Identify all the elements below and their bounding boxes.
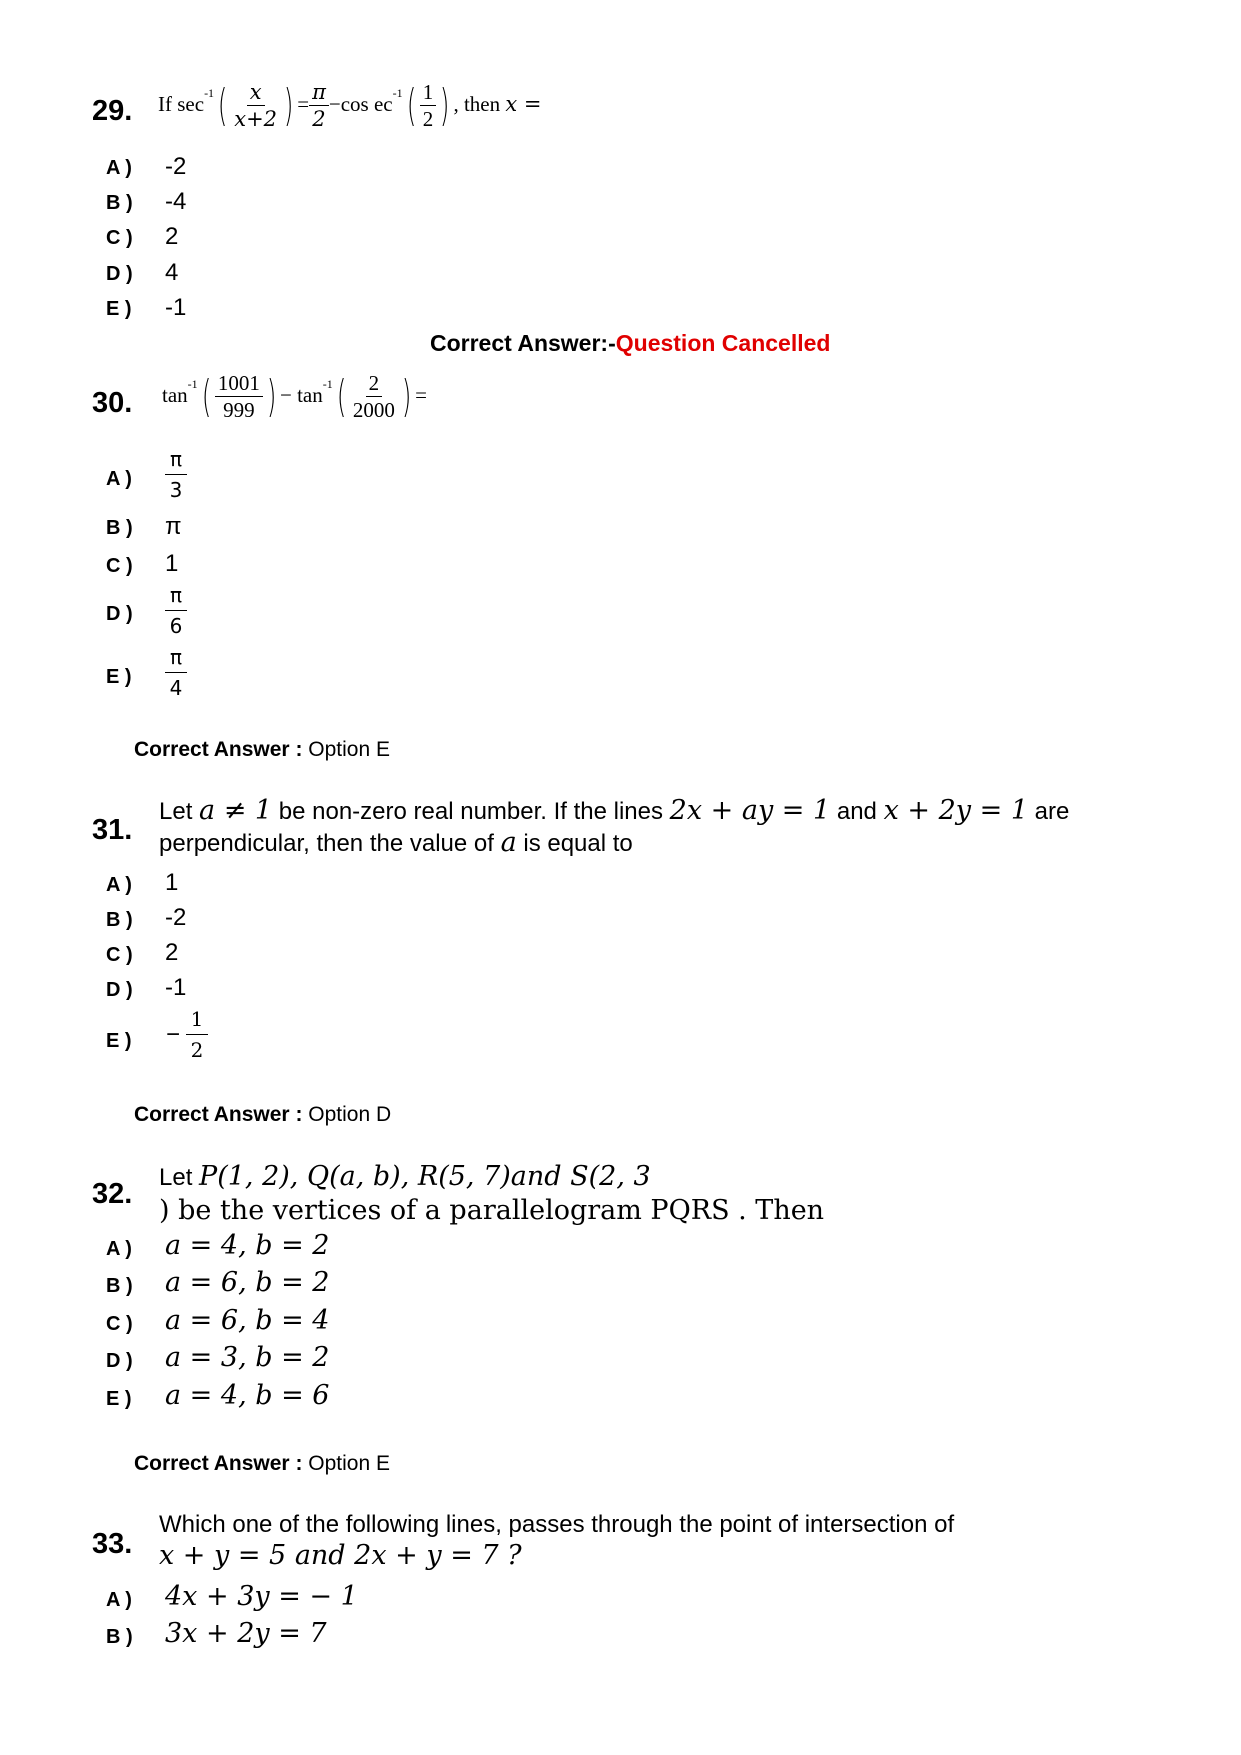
q29-eq: = bbox=[297, 91, 310, 116]
q32-m1: P(1, 2), Q(a, b), R(5, 7)and S(2, 3 bbox=[199, 1161, 651, 1192]
q30-option-a-fraction bbox=[165, 447, 187, 502]
question-30-equation: $\tan^{-1}$( $\frac{1001}{999}$ ) − $\tan^{-1}$( $\frac{2}{2000}$ ) = bbox=[162, 371, 427, 422]
q31-answer-value: Option D bbox=[302, 1103, 392, 1126]
q32-option-c-value: a = 6, b = 4 bbox=[165, 1305, 330, 1336]
q32-option-d-label: D ) bbox=[106, 1350, 133, 1372]
q30-option-c-value: 1 bbox=[165, 550, 179, 577]
q32-answer-label: Correct Answer : bbox=[134, 1452, 303, 1475]
q31-option-d-value: -1 bbox=[165, 974, 187, 1001]
question-31-number: 31. bbox=[92, 814, 133, 846]
q32-option-e-value: a = 4, b = 6 bbox=[165, 1380, 330, 1411]
question-29-number: 29. bbox=[92, 95, 133, 127]
question-29-equation: If $\sec^{-1}$( $\frac{x}{x+2}$ ) = $\frac{\pi}{2}$ −cos $ec^{-1}$( $\frac{1}{2}$ ) , then x = bbox=[158, 80, 542, 131]
q31-option-e-minus: − bbox=[166, 1021, 181, 1048]
q31-option-b-value: -2 bbox=[165, 904, 187, 931]
q31-option-e-fraction bbox=[186, 1007, 208, 1062]
q31-t3: and bbox=[830, 798, 884, 825]
question-33-number: 33. bbox=[92, 1528, 133, 1560]
q29-option-a-label: A ) bbox=[106, 157, 132, 179]
q31-t4: are bbox=[1028, 798, 1070, 825]
q30-tan1: tan bbox=[162, 382, 188, 407]
q30-option-a-num: π bbox=[169, 447, 183, 471]
q31-option-a-label: A ) bbox=[106, 874, 132, 896]
q29-sup2: -1 bbox=[392, 85, 403, 100]
q30-option-e-den: 4 bbox=[169, 676, 183, 700]
q29-option-b-value: -4 bbox=[165, 188, 187, 215]
q31-m1: a ≠ 1 bbox=[199, 795, 273, 826]
q31-option-c-label: C ) bbox=[106, 944, 133, 966]
q32-correct-answer bbox=[134, 1452, 390, 1476]
q29-x-eq: x = bbox=[505, 91, 542, 116]
q30-option-a-label: A ) bbox=[106, 468, 132, 490]
q31-correct-answer bbox=[134, 1103, 391, 1127]
q31-t1: Let bbox=[159, 798, 200, 825]
q29-option-d-label: D ) bbox=[106, 263, 133, 285]
q32-option-b-value: a = 6, b = 2 bbox=[165, 1267, 330, 1298]
q29-option-d-value: 4 bbox=[165, 259, 179, 286]
question-31-text bbox=[159, 795, 1069, 859]
q30-option-d-fraction bbox=[165, 583, 187, 638]
q29-frac2-den: 2 bbox=[312, 107, 326, 131]
q32-option-d-value: a = 3, b = 2 bbox=[165, 1342, 330, 1373]
q31-option-c-value: 2 bbox=[165, 939, 179, 966]
q32-t1: Let bbox=[159, 1164, 200, 1191]
q31-line2m: a bbox=[500, 827, 517, 858]
q32-option-c-label: C ) bbox=[106, 1313, 133, 1335]
q29-frac3-num: 1 bbox=[420, 82, 437, 106]
question-33-text bbox=[159, 1509, 954, 1571]
q29-option-c-label: C ) bbox=[106, 227, 133, 249]
q31-option-b-label: B ) bbox=[106, 909, 133, 931]
question-32-number: 32. bbox=[92, 1178, 133, 1210]
q30-option-c-label: C ) bbox=[106, 555, 133, 577]
q29-minus-cosec: −cos ec bbox=[328, 91, 393, 116]
q30-correct-answer bbox=[134, 738, 390, 762]
q30-frac2 bbox=[350, 373, 398, 421]
q29-option-e-value: -1 bbox=[165, 294, 187, 321]
q29-if-sec: If sec bbox=[158, 91, 205, 116]
q31-t2: be non-zero real number. If the lines bbox=[272, 798, 670, 825]
q32-option-a-label: A ) bbox=[106, 1238, 132, 1260]
q33-option-b-value: 3x + 2y = 7 bbox=[165, 1618, 327, 1649]
q30-eq: = bbox=[415, 382, 427, 407]
question-32-text bbox=[159, 1160, 824, 1227]
q30-sup2: -1 bbox=[322, 376, 333, 391]
q31-option-d-label: D ) bbox=[106, 979, 133, 1001]
q31-line2a: perpendicular, then the value of bbox=[159, 830, 501, 857]
q30-option-e-num: π bbox=[169, 645, 183, 669]
q30-frac1-den: 999 bbox=[223, 398, 255, 422]
q29-frac1-den: x+2 bbox=[234, 107, 278, 131]
q30-option-d-num: π bbox=[169, 583, 183, 607]
q31-option-e-num: 1 bbox=[190, 1007, 204, 1031]
q29-correct-answer bbox=[430, 330, 830, 357]
q29-frac2-num: π bbox=[309, 82, 329, 106]
q29-frac1-num: x bbox=[247, 82, 265, 106]
q31-m2: 2x + ay = 1 bbox=[669, 795, 831, 826]
q30-frac1-num: 1001 bbox=[215, 373, 263, 397]
q30-option-a-den: 3 bbox=[169, 478, 183, 502]
q30-option-e-fraction bbox=[165, 645, 187, 700]
q30-frac1 bbox=[215, 373, 263, 421]
q31-answer-label: Correct Answer : bbox=[134, 1103, 303, 1126]
q29-option-e-label: E ) bbox=[106, 298, 132, 320]
q33-option-b-label: B ) bbox=[106, 1626, 133, 1648]
q30-option-b-label: B ) bbox=[106, 517, 133, 539]
q29-option-c-value: 2 bbox=[165, 223, 179, 250]
q29-option-a-value: -2 bbox=[165, 153, 187, 180]
q29-frac3 bbox=[420, 82, 437, 130]
q30-answer-label: Correct Answer : bbox=[134, 738, 303, 761]
q30-option-e-label: E ) bbox=[106, 666, 132, 688]
q33-option-a-label: A ) bbox=[106, 1589, 132, 1611]
q30-option-d-label: D ) bbox=[106, 603, 133, 625]
q33-line1: Which one of the following lines, passes through the point of intersection of bbox=[159, 1511, 955, 1538]
q29-frac2 bbox=[309, 82, 329, 130]
q29-answer-label: Correct Answer:- bbox=[430, 330, 616, 356]
q29-sup1: -1 bbox=[204, 85, 215, 100]
q30-option-b-value: π bbox=[165, 513, 182, 540]
q30-answer-value: Option E bbox=[302, 738, 390, 761]
q33-option-a-value: 4x + 3y = − 1 bbox=[165, 1581, 358, 1612]
q31-option-e-label: E ) bbox=[106, 1030, 132, 1052]
q29-option-b-label: B ) bbox=[106, 192, 133, 214]
q30-sup1: -1 bbox=[187, 376, 198, 391]
q31-m3: x + 2y = 1 bbox=[883, 795, 1028, 826]
q32-option-b-label: B ) bbox=[106, 1275, 133, 1297]
q29-frac3-den: 2 bbox=[422, 107, 434, 131]
q31-option-a-value: 1 bbox=[165, 869, 179, 896]
q32-answer-value: Option E bbox=[302, 1452, 390, 1475]
q30-frac2-num: 2 bbox=[366, 373, 383, 397]
question-30-number: 30. bbox=[92, 387, 133, 419]
q31-option-e-den: 2 bbox=[190, 1038, 204, 1062]
q29-answer-cancelled: Question Cancelled bbox=[615, 330, 831, 356]
q29-then: , then bbox=[453, 91, 501, 116]
q30-minus-tan: − tan bbox=[280, 382, 323, 407]
q33-line2: x + y = 5 and 2x + y = 7 ? bbox=[159, 1540, 522, 1571]
q29-frac1 bbox=[231, 82, 280, 130]
q32-line2: ) be the vertices of a parallelogram PQRS . Then bbox=[159, 1195, 825, 1226]
q30-option-d-den: 6 bbox=[169, 614, 183, 638]
q30-frac2-den: 2000 bbox=[352, 398, 395, 422]
q31-line2b: is equal to bbox=[516, 830, 633, 857]
q32-option-a-value: a = 4, b = 2 bbox=[165, 1230, 330, 1261]
q32-option-e-label: E ) bbox=[106, 1388, 132, 1410]
